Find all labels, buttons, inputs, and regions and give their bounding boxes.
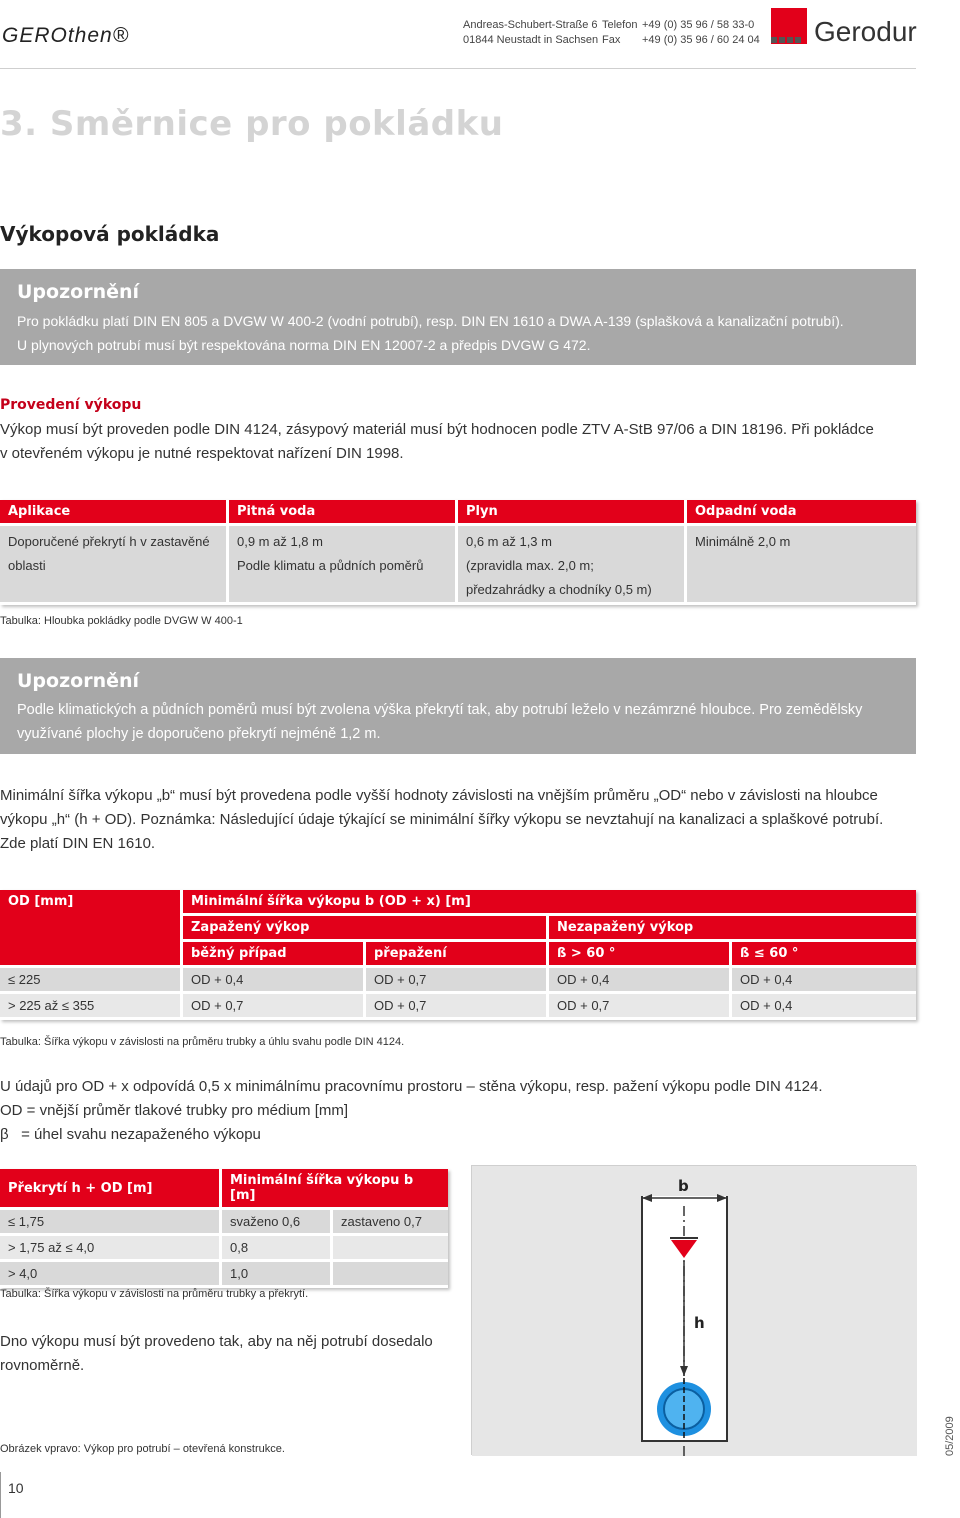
legend-line-od: OD = vnější průměr tlakové trubky pro médium [mm] [0, 1102, 349, 1119]
trench-table-header-od: OD [mm] [0, 890, 183, 968]
table-cell: OD + 0,7 [549, 994, 732, 1020]
table-row [0, 526, 916, 605]
table-cell: > 1,75 až ≤ 4,0 [0, 1236, 222, 1262]
trench-diagram [471, 1165, 916, 1455]
trench-table-header-angle-gt60: ß > 60 ° [549, 942, 732, 968]
section-title: Výkopová pokládka [0, 222, 220, 246]
cover-table-caption: Tabulka: Šířka výkopu v závislosti na průměru trubky a překrytí. [0, 1288, 309, 1300]
table-cell: OD + 0,7 [183, 994, 366, 1020]
table-row [0, 994, 916, 1020]
edition-date: 05/2009 [944, 1416, 956, 1456]
legend-block [0, 1075, 900, 1147]
depth-table [0, 500, 916, 605]
notice-line-2: U plynových potrubí musí být respektována norma DIN EN 12007-2 a předpis DVGW G 472. [17, 337, 591, 353]
table-cell: OD + 0,4 [549, 968, 732, 994]
notice-text: Podle klimatických a půdních poměrů musí být zvolena výška překrytí tak, aby potrubí leželo v nezámrzné hloubce. Pro zemědělsky využívané plochy je doporučeno překrytí nejméně 1,2 m. [17, 702, 863, 742]
header-divider [0, 68, 916, 69]
legend-line-od-x: U údajů pro OD + x odpovídá 0,5 x minimálnímu pracovnímu prostoru – stěna výkopu, resp. pažení výkopu podle DIN 4124. [0, 1078, 823, 1095]
table-row [0, 968, 916, 994]
contact-labels [602, 18, 637, 48]
trench-table-header-overbraced: přepažení [366, 942, 549, 968]
cover-table-header-min-width: Minimální šířka výkopu b [m] [222, 1169, 448, 1210]
gerothen-logo: GEROthen® [2, 24, 130, 47]
depth-table-cell-gas [458, 526, 687, 605]
address-block [463, 18, 598, 48]
trench-table-header-min-width: Minimální šířka výkopu b (OD + x) [m] [183, 890, 916, 916]
date-wrapper [944, 1416, 956, 1500]
table-cell: > 225 až ≤ 355 [0, 994, 183, 1020]
depth-table-caption: Tabulka: Hloubka pokládky podle DVGW W 400-1 [0, 615, 243, 627]
trench-width-table [0, 890, 916, 1020]
table-cell: 0,8 [222, 1236, 333, 1262]
notice-title: Upozornění [17, 670, 140, 692]
notice-box-standards [0, 269, 916, 365]
table-cell: svaženo 0,6 [222, 1210, 333, 1236]
cell-line: 0,6 m až 1,3 m [466, 534, 552, 549]
table-row [0, 1236, 448, 1262]
address-line-2: 01844 Neustadt in Sachsen [463, 34, 599, 46]
page-number: 10 [8, 1480, 24, 1496]
fax-label: Fax [602, 34, 621, 46]
notice-title: Upozornění [17, 281, 140, 303]
table-cell: OD + 0,4 [732, 994, 916, 1020]
cover-table-header-cover: Překrytí h + OD [m] [0, 1169, 222, 1210]
table-cell: ≤ 1,75 [0, 1210, 222, 1236]
contact-values [642, 18, 760, 48]
trench-diagram-svg [472, 1166, 917, 1456]
gerodur-logo-text: Gerodur [814, 16, 917, 47]
table-cell: ≤ 225 [0, 968, 183, 994]
depth-table-header-application: Aplikace [0, 500, 229, 526]
trench-bottom-text: Dno výkopu musí být provedeno tak, aby na něj potrubí dosedalo rovnoměrně. [0, 1333, 433, 1374]
label-h: h [694, 1314, 705, 1332]
depth-table-cell-application: Doporučené překrytí h v zastavěné oblasti [0, 526, 229, 605]
table-cell: OD + 0,4 [183, 968, 366, 994]
trench-table-header-angle-le60: ß ≤ 60 ° [732, 942, 916, 968]
trench-table-header-braced: Zapažený výkop [183, 916, 549, 942]
trench-table-header-unbraced: Nezapažený výkop [549, 916, 916, 942]
cell-line: 0,9 m až 1,8 m [237, 534, 323, 549]
cell-line: (zpravidla max. 2,0 m; [466, 558, 594, 573]
cover-width-table [0, 1169, 448, 1288]
execution-heading: Provedení výkopu [0, 397, 142, 413]
label-b: b [678, 1177, 689, 1195]
table-cell: > 4,0 [0, 1262, 222, 1288]
min-width-paragraph: Minimální šířka výkopu „b“ musí být provedena podle vyšší hodnoty závislosti na vnějším průměru „OD“ nebo v závislosti na hloubce výkopu „h“ (h + OD). Poznámka: Následující údaje týkající se minimální šířky výkopu se nevztahují na kanalizaci a splaškové potrubí. Zde platí DIN EN 1610. [0, 787, 884, 852]
table-cell [333, 1236, 448, 1262]
figure-caption: Obrázek vpravo: Výkop pro potrubí – otevřená konstrukce. [0, 1443, 285, 1455]
notice-box-frost [0, 658, 916, 754]
fax-number: +49 (0) 35 96 / 60 24 04 [642, 34, 760, 46]
address-line-1: Andreas-Schubert-Straße 6 [463, 19, 598, 31]
phone-label: Telefon [602, 19, 638, 31]
table-cell: 1,0 [222, 1262, 333, 1288]
depth-table-cell-drinking-water [229, 526, 458, 605]
execution-text: Výkop musí být proveden podle DIN 4124, zásypový materiál musí být hodnocen podle ZTV A-StB 97/06 a DIN 18196. Při pokládce v otevřeném výkopu je nutné respektovat nařízení DIN 1998. [0, 421, 874, 462]
cell-line: předzahrádky a chodníky 0,5 m) [466, 582, 652, 597]
gerodur-logo-dots [771, 37, 807, 43]
depth-table-header-waste-water: Odpadní voda [687, 500, 916, 526]
trench-table-header-normal: běžný případ [183, 942, 366, 968]
page-number-bar [0, 1472, 1, 1518]
cell-line: Podle klimatu a půdních poměrů [237, 558, 424, 573]
table-cell: OD + 0,7 [366, 968, 549, 994]
depth-table-cell-waste-water: Minimálně 2,0 m [687, 526, 916, 605]
depth-table-header-gas: Plyn [458, 500, 687, 526]
phone-number: +49 (0) 35 96 / 58 33-0 [642, 19, 755, 31]
trench-table-caption: Tabulka: Šířka výkopu v závislosti na průměru trubky a úhlu svahu podle DIN 4124. [0, 1036, 405, 1048]
table-cell: OD + 0,4 [732, 968, 916, 994]
notice-line-1: Pro pokládku platí DIN EN 805 a DVGW W 400-2 (vodní potrubí), resp. DIN EN 1610 a DWA A-139 (splašková a kanalizační potrubí). [17, 313, 844, 329]
depth-table-header-drinking-water: Pitná voda [229, 500, 458, 526]
table-cell: zastaveno 0,7 [333, 1210, 448, 1236]
table-cell [333, 1262, 448, 1288]
table-cell: OD + 0,7 [366, 994, 549, 1020]
legend-line-beta: β = úhel svahu nezapaženého výkopu [0, 1126, 261, 1143]
table-row [0, 1262, 448, 1288]
table-row [0, 1210, 448, 1236]
chapter-title: 3. Směrnice pro pokládku [0, 104, 504, 144]
